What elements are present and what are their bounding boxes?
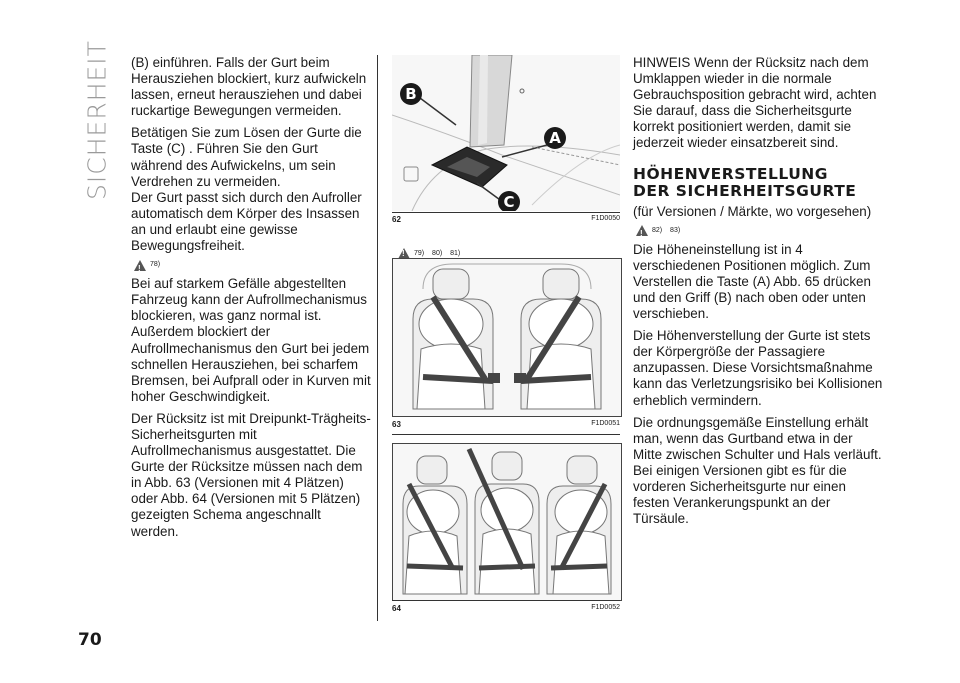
paragraph: (für Versionen / Märkte, wo vorgesehen) [633, 203, 872, 219]
text-column-left [131, 55, 371, 546]
column-divider [377, 55, 378, 621]
callout-a: A [544, 127, 566, 149]
callout-c: C [498, 191, 520, 211]
rear-seatbelts-illustration [393, 259, 621, 416]
paragraph: Der Rücksitz ist mit Dreipunkt-Trägheits-Sicherheitsgurten mit Aufrollmechanismus ausgestattet. Die Gurte der Rücksitze müssen nach dem in Abb. 63 (Versionen mit 4 Plätzen) oder Abb. 64 (Versionen mit 5 Plätzen) gezeigten Schema angeschnallt werden. [131, 410, 371, 539]
warning-reference: ! 78) [134, 258, 371, 272]
warning-reference: ! 79) 80) 81) [398, 246, 460, 260]
warning-triangle-icon [398, 248, 410, 259]
figure-caption: 64 F1D0052 [392, 604, 620, 613]
text-column-right [633, 55, 883, 533]
callout-b: B [400, 83, 422, 105]
paragraph: Betätigen Sie zum Lösen der Gurte die Taste (C) . Führen Sie den Gurt während des Aufwickelns, um sein Verdrehen zu vermeiden. [131, 125, 362, 189]
figure-62-seatbelt-buckle [392, 55, 620, 211]
seatbelt-buckle-illustration [392, 55, 620, 211]
page-number: 70 [78, 630, 102, 650]
paragraph: Die Höheneinstellung ist in 4 verschiedenen Positionen möglich. Zum Verstellen die Taste (A) Abb. 65 drücken und den Griff (B) nach oben oder unten verschieben. [633, 241, 871, 322]
paragraph: Der Gurt passt sich durch den Aufroller automatisch dem Körper des Insassen an und erlaubt eine gewisse Bewegungsfreiheit. [131, 189, 362, 254]
warning-triangle-icon [636, 225, 648, 236]
paragraph: Die Höhenverstellung der Gurte ist stets der Körpergröße der Passagiere anzupassen. Diese Vorsichtsmaßnahme kann das Verletzungsrisiko bei Kollisionen erheblich vermindern. [633, 328, 883, 408]
paragraph: HINWEIS Wenn der Rücksitz nach dem Umklappen wieder in die normale Gebrauchsposition gebracht wird, achten Sie darauf, dass die Sicherheitsgurte korrekt positioniert werden, damit sie jederzeit wieder einsatzbereit sind. [633, 55, 877, 151]
figure-caption: 62 F1D0050 [392, 215, 620, 224]
figure-63-rear-seats-4 [392, 258, 622, 417]
figure-rule [392, 212, 620, 213]
warning-triangle-icon [134, 260, 146, 271]
paragraph: Die ordnungsgemäße Einstellung erhält man, wenn das Gurtband etwa in der Mitte zwischen Schulter und Hals verläuft. Bei einigen Versionen gibt es für die vorderen Sicherheitsgurte nur einen festen Verankerungspunkt an der Türsäule. [633, 414, 882, 527]
warning-reference: ! 82) 83) [636, 224, 883, 238]
section-heading: HÖHENVERSTELLUNG DER SICHERHEITSGURTE [633, 164, 857, 200]
figure-rule [392, 434, 620, 435]
paragraph: Bei auf starkem Gefälle abgestellten Fahrzeug kann der Aufrollmechanismus blockieren, was ganz normal ist. Außerdem blockiert der Aufrollmechanismus den Gurt bei jedem schnellen Herausziehen, bei scharfem Bremsen, bei Aufprall oder in Kurven mit hoher Geschwindigkeit. [131, 276, 371, 404]
figure-caption: 63 F1D0051 [392, 420, 620, 429]
paragraph: (B) einführen. Falls der Gurt beim Herausziehen blockiert, kurz aufwickeln lassen, erneut herausziehen und dabei ruckartige Bewegungen vermeiden. [131, 55, 367, 119]
rear-seatbelts-illustration [393, 444, 621, 600]
section-title: SICHERHEIT [82, 40, 112, 200]
figure-64-rear-seats-5 [392, 443, 622, 601]
figure-rule [392, 600, 620, 601]
